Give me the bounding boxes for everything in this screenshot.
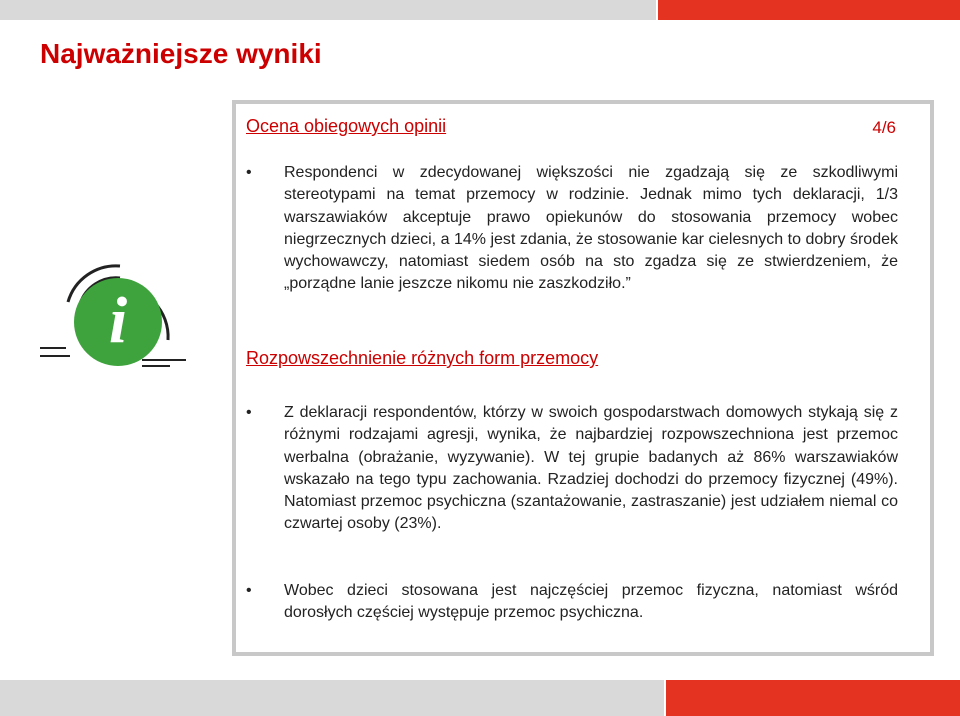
bottom-decor-bar-gray [0, 680, 664, 716]
bullet-icon: • [246, 164, 252, 181]
content-box [232, 100, 934, 656]
info-icon [34, 262, 194, 382]
bullet-icon: • [246, 404, 252, 421]
bottom-decor-bar-red [666, 680, 960, 716]
list-item [246, 162, 898, 296]
bullet-text: Respondenci w zdecydowanej większości nie zgadzają się ze szkodliwymi stereotypami na temat przemocy w rodzinie. Jednak mimo tych deklaracji, 1/3 warszawiaków akceptuje prawo opiekunów do stosowania przemocy wobec niegrzecznych dzieci, a 14% jest zdania, że stosowanie kar cielesnych to dobry środek wychowawczy, natomiast siedem osób na sto zgadza się ze stwierdzeniem, że „porządne lanie jeszcze nikomu nie zaszkodziło.” [284, 164, 898, 293]
bullet-text: Wobec dzieci stosowana jest najczęściej przemoc fizyczna, natomiast wśród dorosłych częściej występuje przemoc psychiczna. [284, 582, 898, 622]
section-heading-opinions: Ocena obiegowych opinii [246, 116, 447, 136]
list-item [246, 580, 898, 625]
slide-title: Najważniejsze wyniki [40, 38, 322, 69]
top-decor-bar-red [658, 0, 960, 20]
list-item [246, 402, 898, 536]
page-number: 4/6 [872, 118, 896, 137]
bullet-icon: • [246, 582, 252, 599]
info-icon-glyph: i [108, 284, 128, 357]
top-decor-bar-gray [0, 0, 656, 20]
section-heading-violence-forms: Rozpowszechnienie różnych form przemocy [246, 348, 599, 368]
bullet-text: Z deklaracji respondentów, którzy w swoich gospodarstwach domowych stykają się z różnymi rodzajami agresji, wynika, że najbardziej rozpowszechniona jest przemoc werbalna (obrażanie, wyzywanie). W tej grupie badanych aż 86% warszawiaków wskazało na tego typu zachowania. Rzadziej dochodzi do przemocy fizycznej (49%). Natomiast przemoc psychiczna (szantażowanie, zastraszanie) jest udziałem niemal co czwartej osoby (23%). [284, 404, 898, 533]
